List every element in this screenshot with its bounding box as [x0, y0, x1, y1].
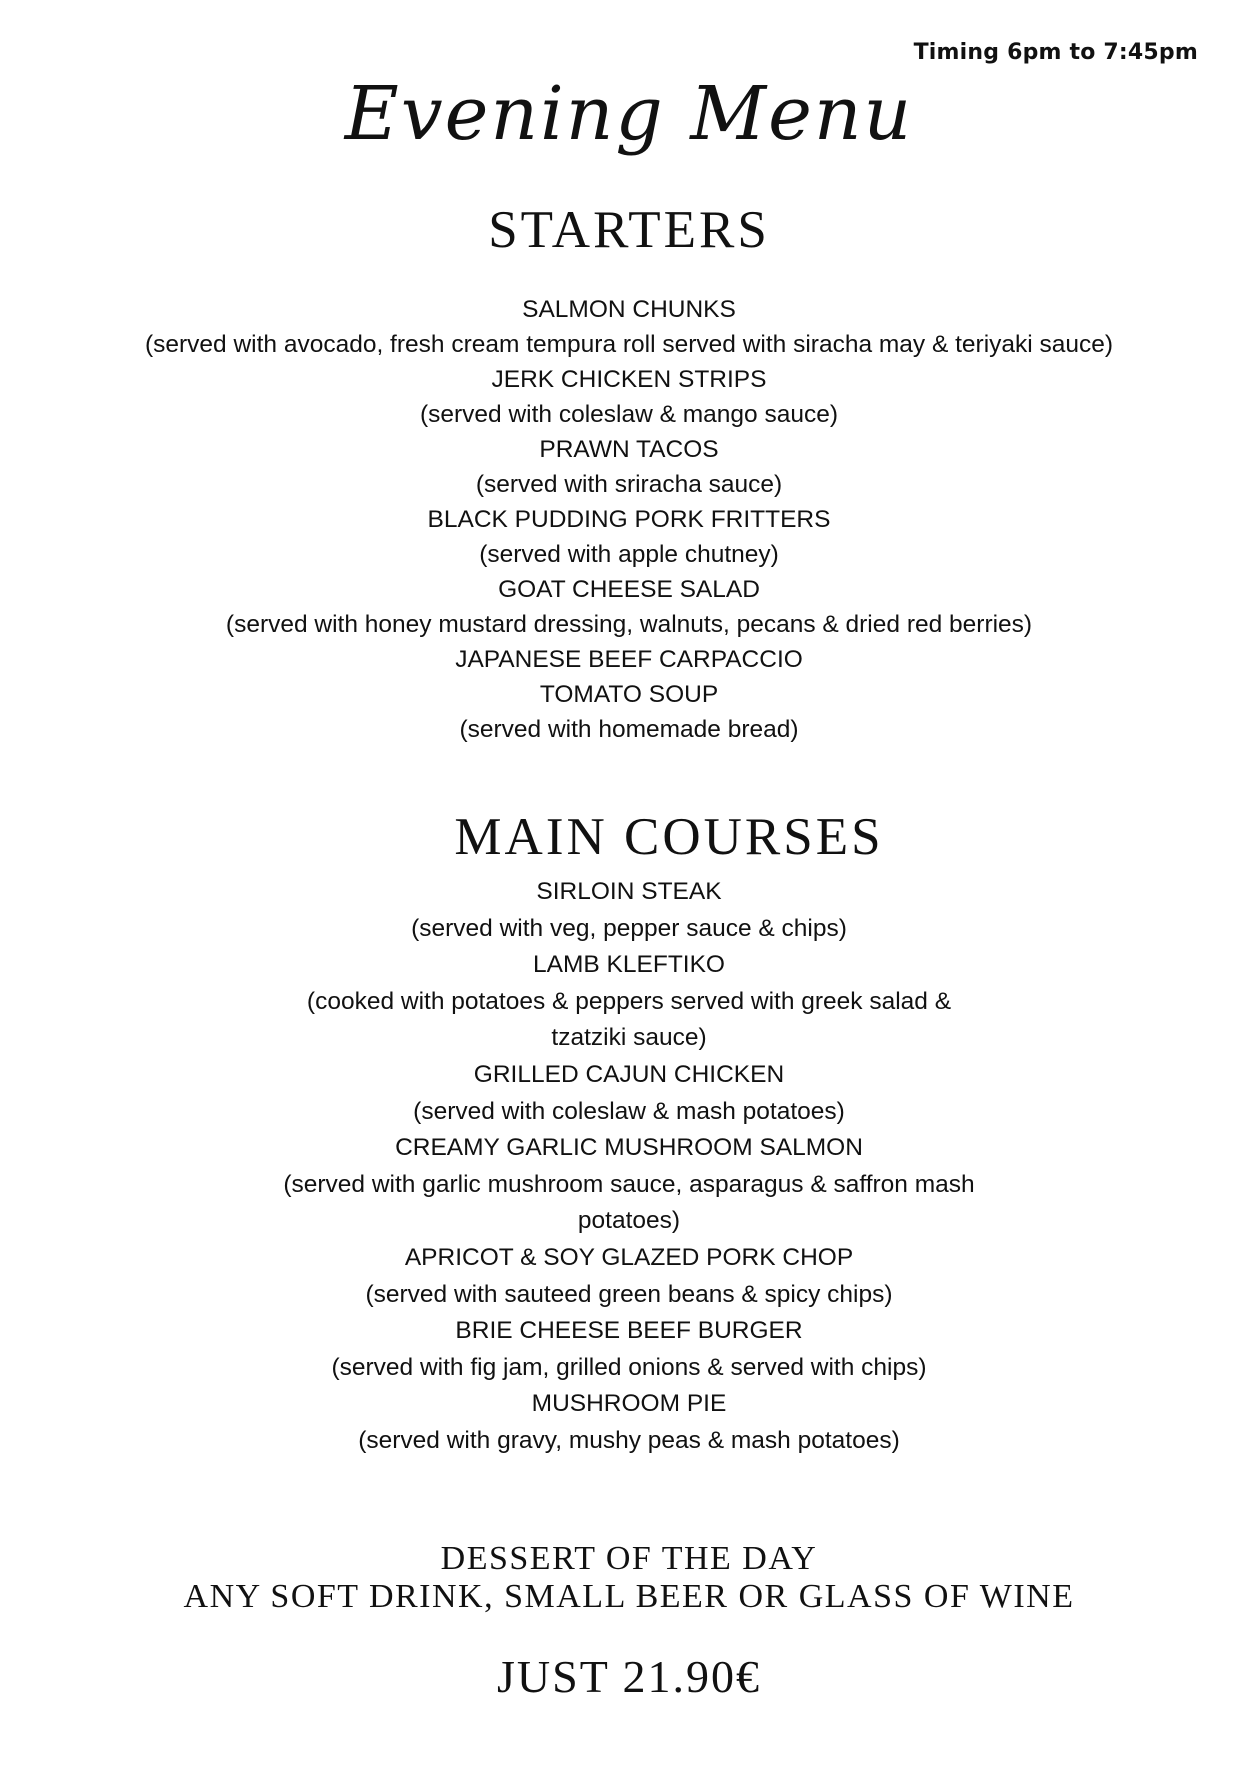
- main-course-line: [0, 1167, 1258, 1240]
- main-courses-heading: MAIN COURSES: [454, 808, 884, 866]
- starter-line: (served with avocado, fresh cream tempura roll served with siracha may & teriyaki sauce): [144, 331, 1114, 358]
- starter-line: SALMON CHUNKS: [522, 296, 736, 323]
- starter-line: (served with sriracha sauce): [475, 471, 783, 498]
- main-course-description: (served with garlic mushroom sauce, asparagus & saffron mash potatoes): [283, 1170, 975, 1235]
- starter-line: (served with homemade bread): [459, 716, 799, 743]
- main-course-line: LAMB KLEFTIKO: [533, 951, 725, 979]
- starter-line: (served with honey mustard dressing, walnuts, pecans & dried red berries): [225, 611, 1033, 638]
- starter-line: (served with coleslaw & mango sauce): [419, 401, 839, 428]
- starter-line: GOAT CHEESE SALAD: [498, 576, 760, 603]
- main-course-line: (served with fig jam, grilled onions & served with chips): [331, 1353, 927, 1381]
- main-courses-list: [0, 874, 1258, 1460]
- price-line: JUST 21.90€: [497, 1651, 761, 1702]
- main-course-line: CREAMY GARLIC MUSHROOM SALMON: [395, 1134, 863, 1162]
- main-course-line: APRICOT & SOY GLAZED PORK CHOP: [404, 1243, 854, 1271]
- main-course-line: BRIE CHEESE BEEF BURGER: [455, 1317, 803, 1345]
- starter-line: JERK CHICKEN STRIPS: [491, 366, 767, 393]
- main-course-line: (served with veg, pepper sauce & chips): [411, 914, 847, 942]
- main-course-line: MUSHROOM PIE: [531, 1390, 727, 1418]
- starters-heading: STARTERS: [488, 201, 770, 259]
- main-course-line: (served with sauteed green beans & spicy chips): [365, 1280, 893, 1308]
- drink-line: ANY SOFT DRINK, SMALL BEER OR GLASS OF WINE: [183, 1578, 1075, 1615]
- main-course-description: (cooked with potatoes & peppers served with greek salad & tzatziki sauce): [306, 987, 952, 1052]
- starter-line: (served with apple chutney): [479, 541, 779, 568]
- main-course-line: (served with gravy, mushy peas & mash potatoes): [358, 1426, 900, 1454]
- main-course-line: [0, 984, 1258, 1057]
- main-course-line: SIRLOIN STEAK: [536, 878, 722, 905]
- starter-line: PRAWN TACOS: [539, 436, 719, 463]
- starters-list: [0, 292, 1258, 747]
- dessert-line: DESSERT OF THE DAY: [440, 1540, 818, 1577]
- starter-line: BLACK PUDDING PORK FRITTERS: [427, 506, 831, 533]
- timing-note: Timing 6pm to 7:45pm: [913, 40, 1198, 65]
- menu-title: Evening Menu: [344, 71, 914, 157]
- main-course-line: GRILLED CAJUN CHICKEN: [473, 1060, 785, 1088]
- main-course-line: (served with coleslaw & mash potatoes): [413, 1097, 845, 1125]
- starter-line: TOMATO SOUP: [539, 681, 719, 708]
- starter-line: JAPANESE BEEF CARPACCIO: [455, 646, 803, 673]
